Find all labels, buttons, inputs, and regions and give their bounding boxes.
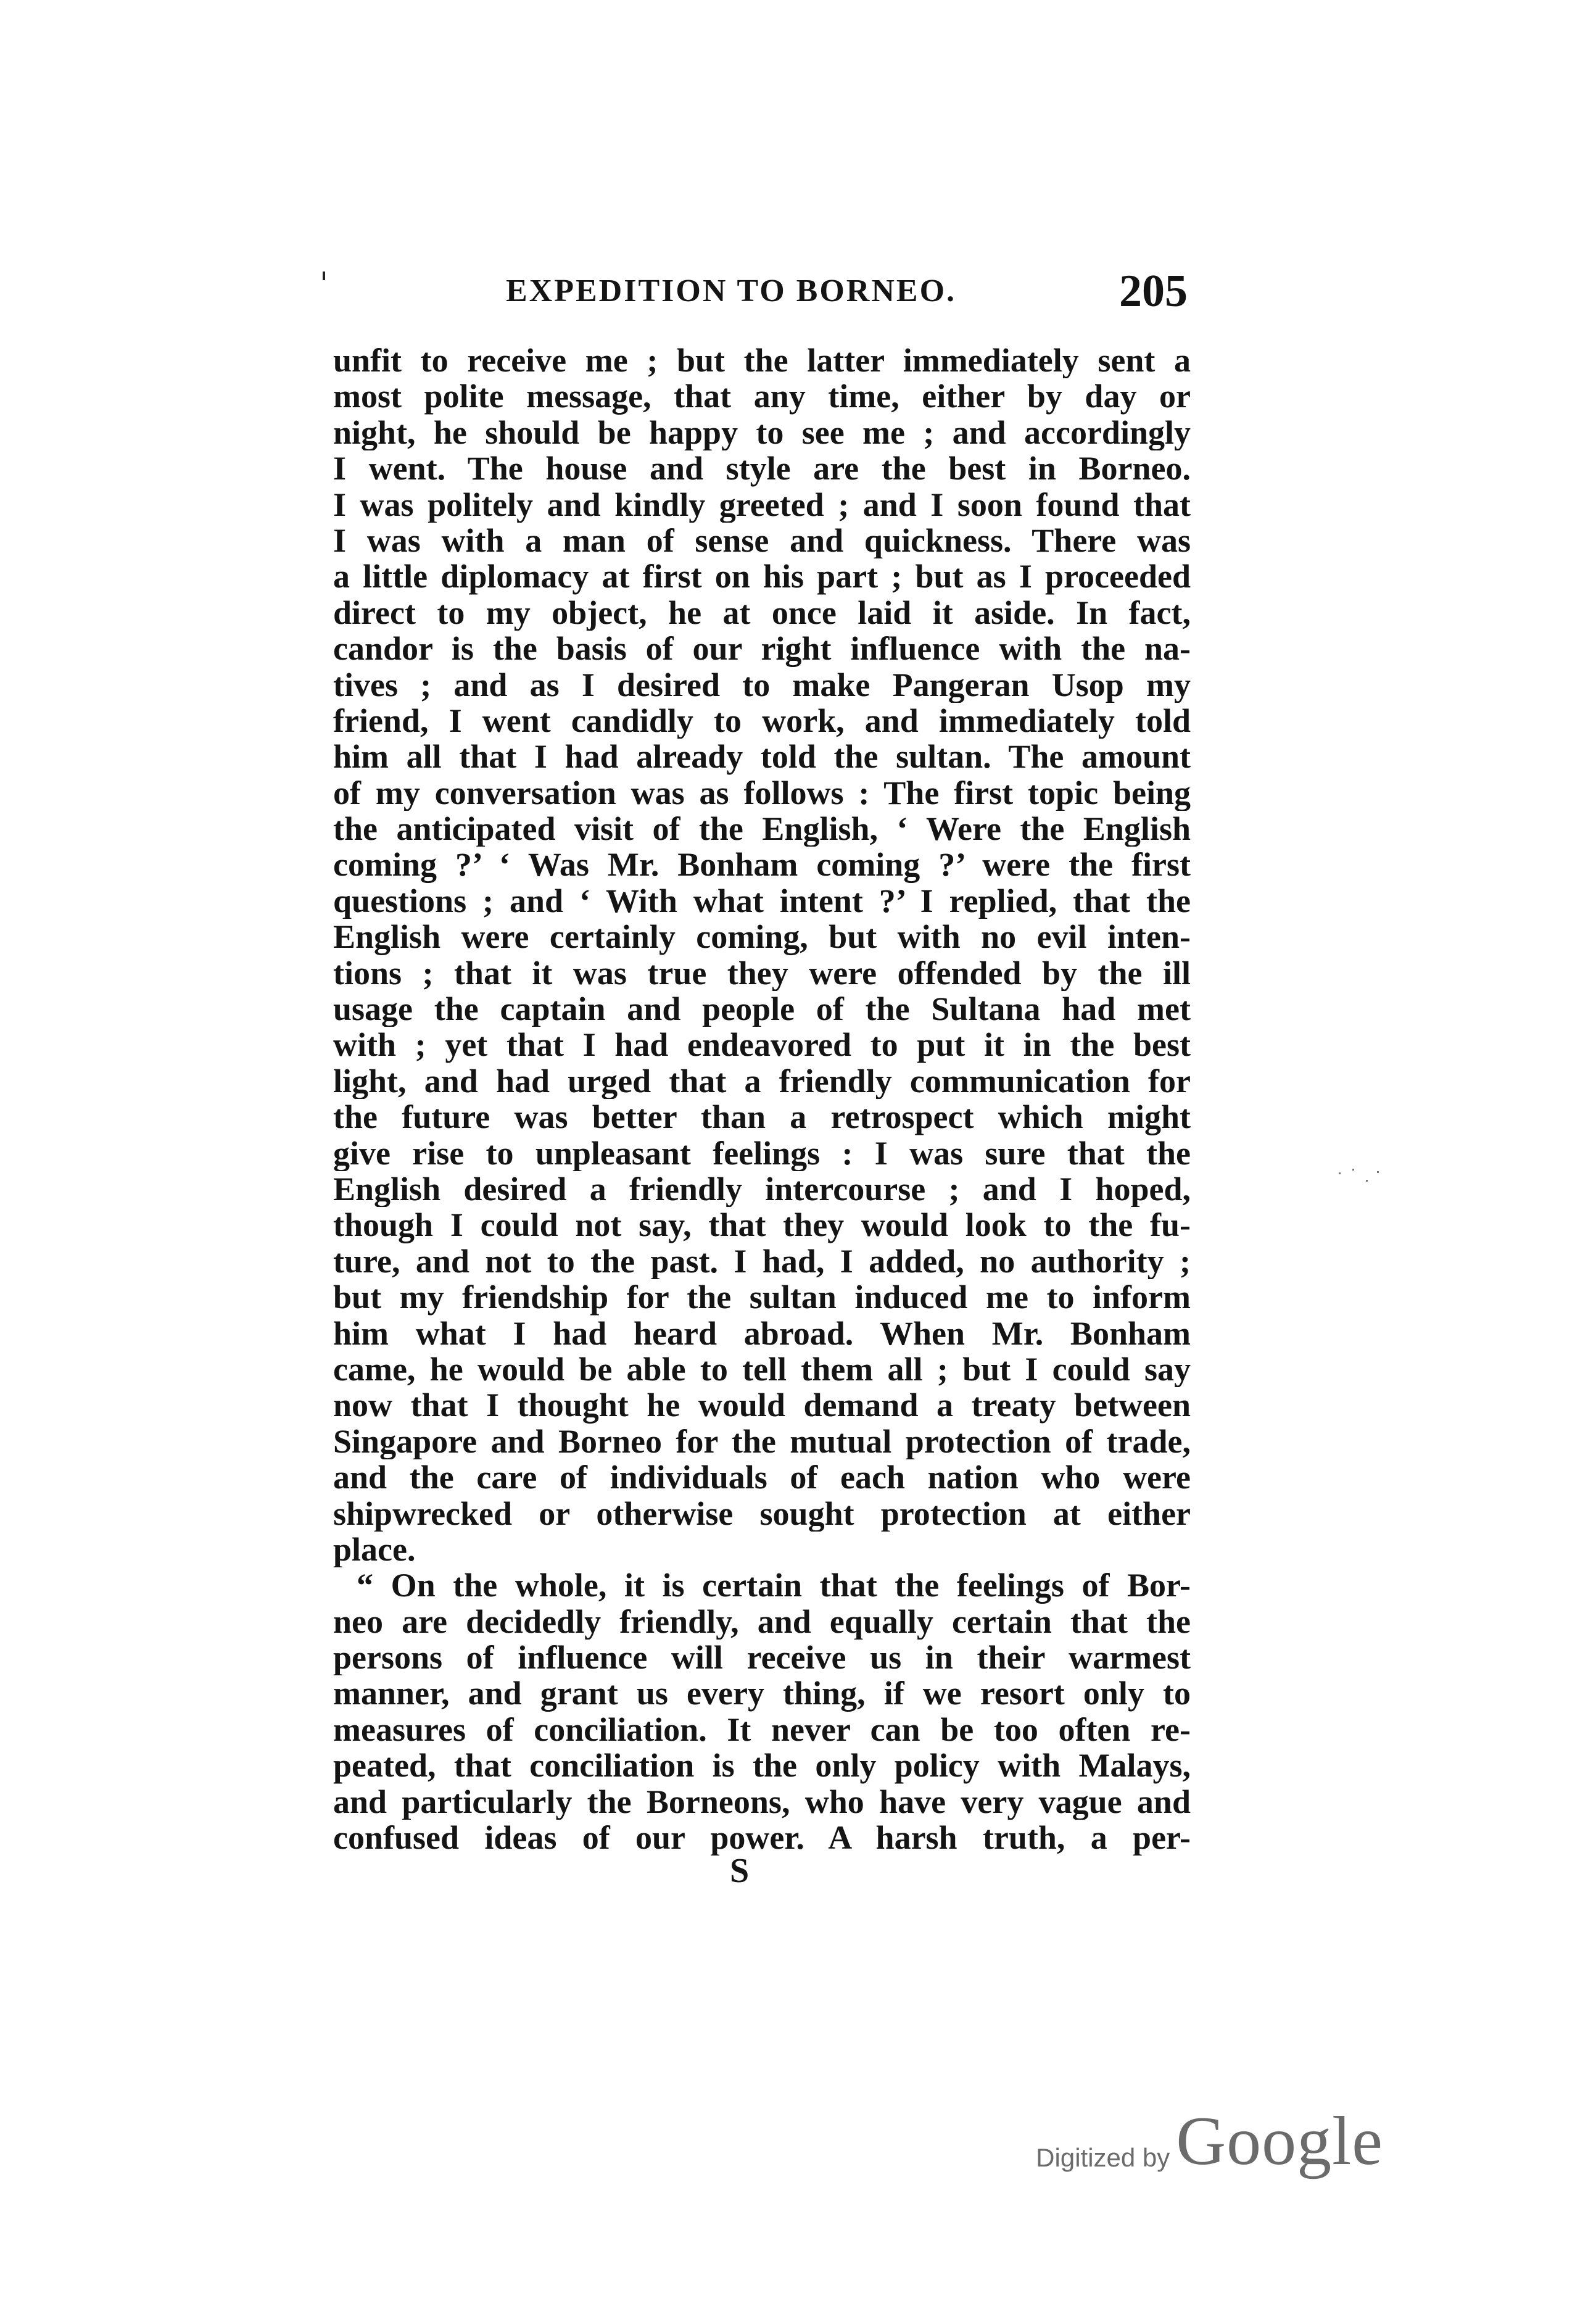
- text-line: light, and had urged that a friendly communication for: [333, 1063, 1191, 1100]
- text-line: I was with a man of sense and quickness. There was: [333, 522, 1191, 559]
- signature-mark: S: [730, 1852, 750, 1890]
- text-line: and the care of individuals of each nation who were: [333, 1459, 1191, 1496]
- text-line: English desired a friendly intercourse ; and I hoped,: [333, 1171, 1191, 1208]
- speck: [1352, 1169, 1354, 1171]
- text-line: I went. The house and style are the best in Borneo.: [333, 450, 1191, 487]
- text-line: of my conversation was as follows : The first topic being: [333, 774, 1191, 811]
- text-line: peated, that conciliation is the only policy with Malays,: [333, 1748, 1191, 1784]
- speck: [1339, 1172, 1341, 1174]
- text-line: tives ; and as I desired to make Pangeran Usop my: [333, 666, 1191, 703]
- digitized-watermark: [1036, 2103, 1383, 2181]
- text-line: give rise to unpleasant feelings : I was sure that the: [333, 1135, 1191, 1171]
- speck: [1377, 1171, 1379, 1173]
- text-line: and particularly the Borneons, who have very vague and: [333, 1783, 1191, 1820]
- print-speck: [323, 272, 325, 280]
- text-line: manner, and grant us every thing, if we resort only to: [333, 1675, 1191, 1712]
- page-number: 205: [1119, 266, 1188, 317]
- text-line: neo are decidedly friendly, and equally certain that the: [333, 1603, 1191, 1640]
- text-line: but my friendship for the sultan induced me to inform: [333, 1279, 1191, 1316]
- paragraph-end-line: place.: [333, 1531, 416, 1568]
- text-line: friend, I went candidly to work, and immediately told: [333, 702, 1191, 739]
- text-line: questions ; and ‘ With what intent ?’ I replied, that the: [333, 882, 1191, 919]
- text-line: coming ?’ ‘ Was Mr. Bonham coming ?’ were the first: [333, 847, 1191, 883]
- text-line: a little diplomacy at first on his part ; but as I proceeded: [333, 558, 1191, 595]
- text-line: now that I thought he would demand a treaty between: [333, 1387, 1191, 1424]
- text-line: the anticipated visit of the English, ‘ Were the English: [333, 811, 1191, 847]
- text-line: tions ; that it was true they were offended by the ill: [333, 955, 1191, 992]
- running-head: [336, 265, 1188, 321]
- text-line: night, he should be happy to see me ; and accordingly: [333, 414, 1191, 451]
- text-line: came, he would be able to tell them all ; but I could say: [333, 1351, 1191, 1388]
- text-line: persons of influence will receive us in their warmest: [333, 1640, 1191, 1676]
- google-logo: Google: [1176, 2103, 1383, 2179]
- text-line: ture, and not to the past. I had, I added, no authority ;: [333, 1243, 1191, 1280]
- print-specks: [1339, 1166, 1382, 1191]
- paragraph-start-line: “ On the whole, it is certain that the feelings of Bor-: [357, 1567, 1191, 1604]
- text-line: though I could not say, that they would look to the fu-: [333, 1207, 1191, 1243]
- text-line: candor is the basis of our right influence with the na-: [333, 631, 1191, 667]
- text-line: him all that I had already told the sultan. The amount: [333, 739, 1191, 775]
- text-line: measures of conciliation. It never can be too often re-: [333, 1711, 1191, 1748]
- body-text: [333, 342, 1191, 1856]
- text-line: I was politely and kindly greeted ; and I soon found that: [333, 486, 1191, 523]
- watermark-prefix: Digitized by: [1036, 2143, 1170, 2172]
- speck: [1366, 1180, 1368, 1182]
- running-head-title: EXPEDITION TO BORNEO.: [506, 273, 957, 309]
- text-line: him what I had heard abroad. When Mr. Bonham: [333, 1315, 1191, 1351]
- text-line: with ; yet that I had endeavored to put it in the best: [333, 1027, 1191, 1063]
- text-line: direct to my object, he at once laid it aside. In fact,: [333, 594, 1191, 631]
- text-line: Singapore and Borneo for the mutual protection of trade,: [333, 1423, 1191, 1460]
- text-line: the future was better than a retrospect which might: [333, 1099, 1191, 1135]
- text-line: confused ideas of our power. A harsh truth, a per-: [333, 1820, 1191, 1856]
- text-line: English were certainly coming, but with no evil inten-: [333, 919, 1191, 955]
- text-line: shipwrecked or otherwise sought protection at either: [333, 1495, 1191, 1532]
- text-line: most polite message, that any time, either by day or: [333, 378, 1191, 415]
- text-line: unfit to receive me ; but the latter immediately sent a: [333, 342, 1191, 379]
- text-line: usage the captain and people of the Sultana had met: [333, 991, 1191, 1027]
